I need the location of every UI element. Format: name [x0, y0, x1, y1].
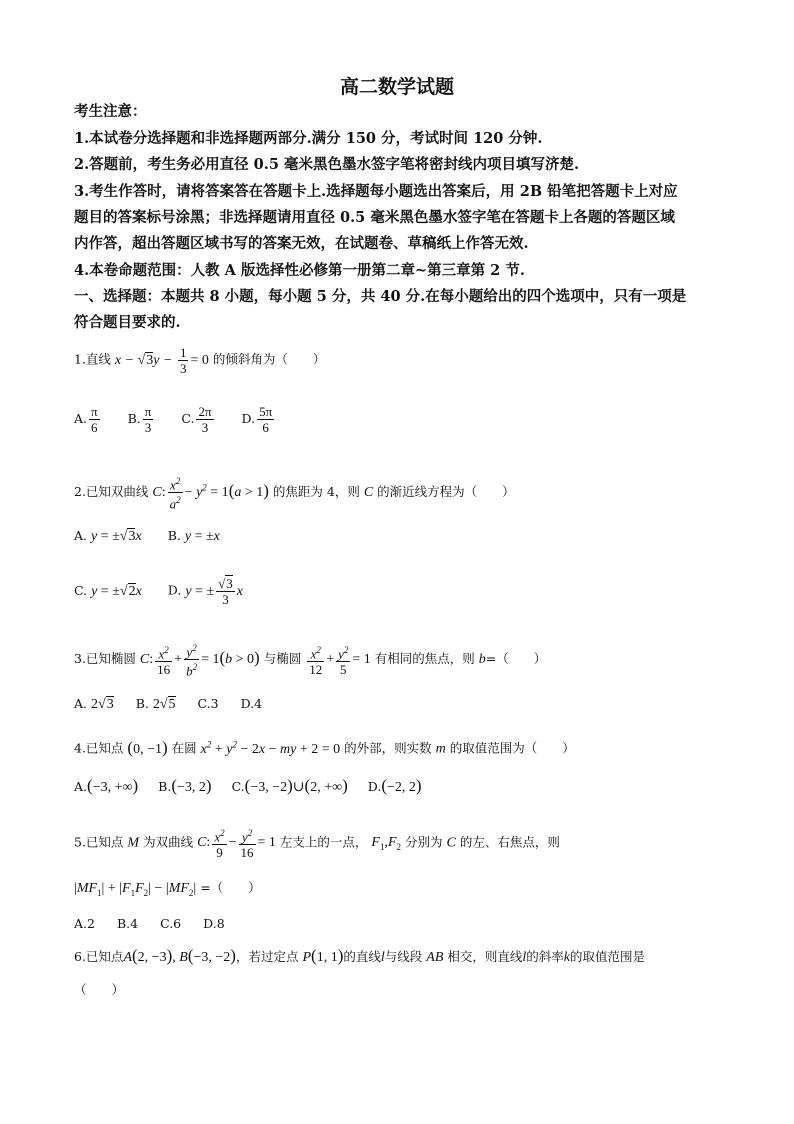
q4-suffix: 的外部，则实数: [344, 740, 432, 756]
q5-suffix3: 的左、右焦点，则: [459, 834, 560, 850]
question-5-expression: [74, 878, 261, 903]
question-2: [74, 474, 515, 512]
q6-suffix2: 与线段: [384, 949, 423, 964]
q3-end: =（ ）: [485, 651, 547, 667]
q2-option-d: D. y = ± $\frac{√3}{3}$ x: [167, 576, 243, 607]
q4-point: (0, −1): [127, 737, 168, 757]
question-6: [74, 946, 645, 968]
question-2-options-row2: [74, 576, 269, 607]
question-4: [74, 734, 575, 760]
question-3: [74, 641, 546, 679]
q6-suffix4: 的斜率: [526, 949, 564, 964]
q4-var-m: m: [435, 741, 446, 757]
q4-option-c: C.(−3, −2)∪(2, +∞): [231, 776, 348, 795]
q5-suffix: 左支上的一点，: [279, 834, 368, 850]
q6-segment: AB: [426, 950, 444, 965]
q3-option-d: D.4: [240, 696, 263, 711]
q6-suffix3: 相交，则直线: [447, 949, 523, 964]
q6-point-p: P(1, 1): [302, 946, 344, 965]
notice-heading: 考生注意：: [74, 103, 147, 120]
q5-option-a: A.2: [74, 916, 95, 931]
notice-item-1: 1.本试卷分选择题和非选择题两部分.满分 150 分，考试时间 120 分钟.: [74, 130, 543, 147]
q6-var-l2: l: [522, 950, 527, 965]
q6-var-l: l: [380, 950, 385, 965]
question-3-options: [74, 694, 288, 715]
q3-option-b: B. 2√5: [135, 696, 176, 712]
q5-prefix: 5.已知点: [74, 834, 124, 850]
q1-option-b: B. $\frac{\pi}{3}$: [127, 404, 152, 435]
q1-option-a: A. $\frac{\pi}{6}$: [74, 404, 98, 435]
q5-middle: 为双曲线: [143, 834, 194, 850]
q5-option-c: C.6: [160, 916, 182, 931]
q3-option-c: C.3: [197, 696, 219, 711]
page-title: 高二数学试题: [339, 76, 454, 98]
q4-end: 的取值范围为（ ）: [449, 740, 575, 756]
q4-option-a: A.(−3, +∞): [74, 776, 139, 795]
q6-middle: ，若过定点: [235, 949, 299, 964]
q6-end: 的取值范围是: [570, 949, 646, 964]
notice-item-3: 3.考生作答时，请将答案答在答题卡上.选择题每小题选出答案后，用 2B 铅笔把答题卡上对应: [74, 183, 678, 200]
q4-option-d: D.(−2, 2): [367, 776, 422, 795]
notice-item-3-cont2: 内作答，超出答题区域书写的答案无效，在试题卷、草稿纸上作答无效.: [74, 235, 529, 252]
q5-option-b: B.4: [116, 916, 139, 931]
question-5-options: [74, 914, 251, 934]
q5-var-m: M: [127, 835, 140, 851]
question-5: [74, 826, 560, 860]
question-4-options: [74, 776, 448, 798]
q4-equation: $x^2 + y^2 - 2x$ − my + 2 = 0: [200, 739, 341, 757]
question-1-options: [74, 404, 302, 435]
notice-item-2: 2.答题前，考生务必用直径 0.5 毫米黑色墨水签字笔将密封线内项目填写济楚.: [74, 156, 580, 173]
q3-var-b: b: [478, 652, 486, 668]
q5-option-d: D.8: [203, 916, 225, 931]
question-2-options-row1: [74, 526, 246, 547]
q4-middle: 在圆: [171, 740, 197, 756]
q2-var-c: C: [363, 485, 374, 501]
q1-equation: x − √3y − $\frac{1}{3}$ = 0: [114, 345, 209, 376]
q4-prefix: 4.已知点: [74, 740, 124, 756]
q6-var-k: k: [563, 950, 570, 965]
q5-end: =（ ）: [200, 880, 261, 895]
section-heading: 一、选择题：本题共 8 小题，每小题 5 分，共 40 分.在每小题给出的四个选项中，只有一项是: [74, 288, 687, 305]
q1-option-c: C. $\frac{2\pi}{3}$: [181, 404, 212, 435]
question-6-answer-paren: （ ）: [74, 982, 125, 997]
q3-suffix: 有相同的焦点，则: [374, 651, 475, 667]
q2-middle: 的焦距为 4，则: [272, 484, 360, 500]
q6-suffix: 的直线: [343, 949, 381, 964]
q2-option-b: B. y = ±x: [167, 528, 220, 544]
q1-prefix: 1.直线: [74, 351, 111, 367]
q5-expression: $|MF_1| + |F_1F_2| - |MF_2|$: [74, 881, 197, 898]
q5-suffix2: 分别为: [405, 834, 443, 850]
q2-equation: C: $\frac{x^2}{a^2}$ − $y^2 = 1(a > 1)$: [152, 476, 269, 512]
q3-prefix: 3.已知椭圆: [74, 651, 136, 667]
q5-foci: $F_1,F_2$: [371, 835, 402, 853]
q2-suffix: 的渐近线方程为（ ）: [377, 484, 515, 500]
q1-suffix: 的倾斜角为（ ）: [212, 351, 326, 367]
q6-points: A(2, −3), B(−3, −2): [123, 946, 236, 965]
q4-option-b: B.(−3, 2): [158, 776, 212, 795]
q2-prefix: 2.已知双曲线: [74, 484, 149, 500]
notice-item-3-cont: 题目的答案标号涂黑；非选择题请用直径 0.5 毫米黑色墨水签字笔在答题卡上各题的答题区域: [74, 209, 675, 226]
q2-option-a: A. y = ±√3x: [74, 528, 142, 544]
q2-option-c: C. y = ±√2x: [74, 582, 142, 599]
q3-middle: 与椭圆: [263, 651, 302, 667]
q3-equation-2: $\frac{x^2}{12}$ + $\frac{y^2}{5}$ = 1: [309, 644, 371, 677]
q3-option-a: A. 2√3: [74, 696, 114, 712]
q6-prefix: 6.已知点: [74, 949, 124, 964]
notice-item-4: 4.本卷命题范围：人教 A 版选择性必修第一册第二章~第三章第 2 节.: [74, 262, 525, 279]
q1-option-d: D. $\frac{5\pi}{6}$: [241, 404, 273, 435]
question-1: [74, 345, 325, 376]
q5-equation: C: $\frac{x^2}{9}$ − $\frac{y^2}{16}$ = 1: [197, 828, 276, 861]
q5-var-c: C: [446, 835, 456, 851]
section-heading-cont: 符合题目要求的.: [74, 314, 181, 331]
q3-equation-1: C: $\frac{x^2}{16}$ + $\frac{y^2}{b^2}$ = 1(b > 0): [139, 643, 260, 679]
